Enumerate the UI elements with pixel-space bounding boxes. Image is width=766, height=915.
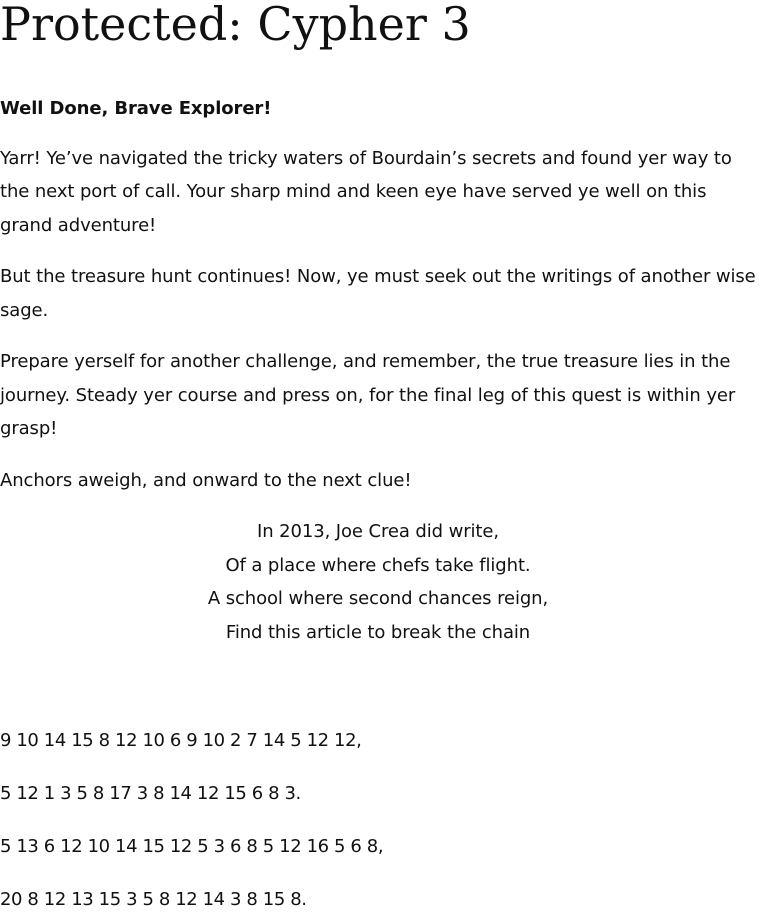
paragraph-continues: But the treasure hunt continues! Now, ye must seek out the writings of another wise sage. — [0, 266, 756, 321]
poem-line: Of a place where chefs take flight. — [225, 554, 531, 576]
post-heading: Well Done, Brave Explorer! — [0, 98, 272, 119]
paragraph-challenge: Prepare yerself for another challenge, and remember, the true treasure lies in the journey. Steady yer course and press on, for the final leg of this quest is within yer grasp! — [0, 351, 736, 439]
cipher-line: 20 8 12 13 15 3 5 8 12 14 3 8 15 8. — [0, 889, 307, 910]
post-content — [0, 92, 756, 649]
cipher-line: 5 12 1 3 5 8 17 3 8 14 12 15 6 8 3. — [0, 783, 301, 804]
cipher-line: 9 10 14 15 8 12 10 6 9 10 2 7 14 5 12 12, — [0, 730, 362, 751]
poem-line: In 2013, Joe Crea did write, — [257, 521, 499, 542]
page-title: Protected: Cypher 3 — [0, 0, 471, 51]
paragraph-intro: Yarr! Ye’ve navigated the tricky waters of Bourdain’s secrets and found yer way to the next port of call. Your sharp mind and keen eye have served ye well on this grand adventure! — [0, 147, 732, 236]
paragraph-anchors: Anchors aweigh, and onward to the next clue! — [0, 469, 412, 491]
poem — [0, 515, 756, 649]
cipher-line: 5 13 6 12 10 14 15 12 5 3 6 8 5 12 16 5 6 8, — [0, 836, 384, 857]
poem-line: A school where second chances reign, — [207, 588, 549, 609]
cipher-block — [0, 724, 756, 915]
poem-line: Find this article to break the chain — [225, 621, 531, 643]
